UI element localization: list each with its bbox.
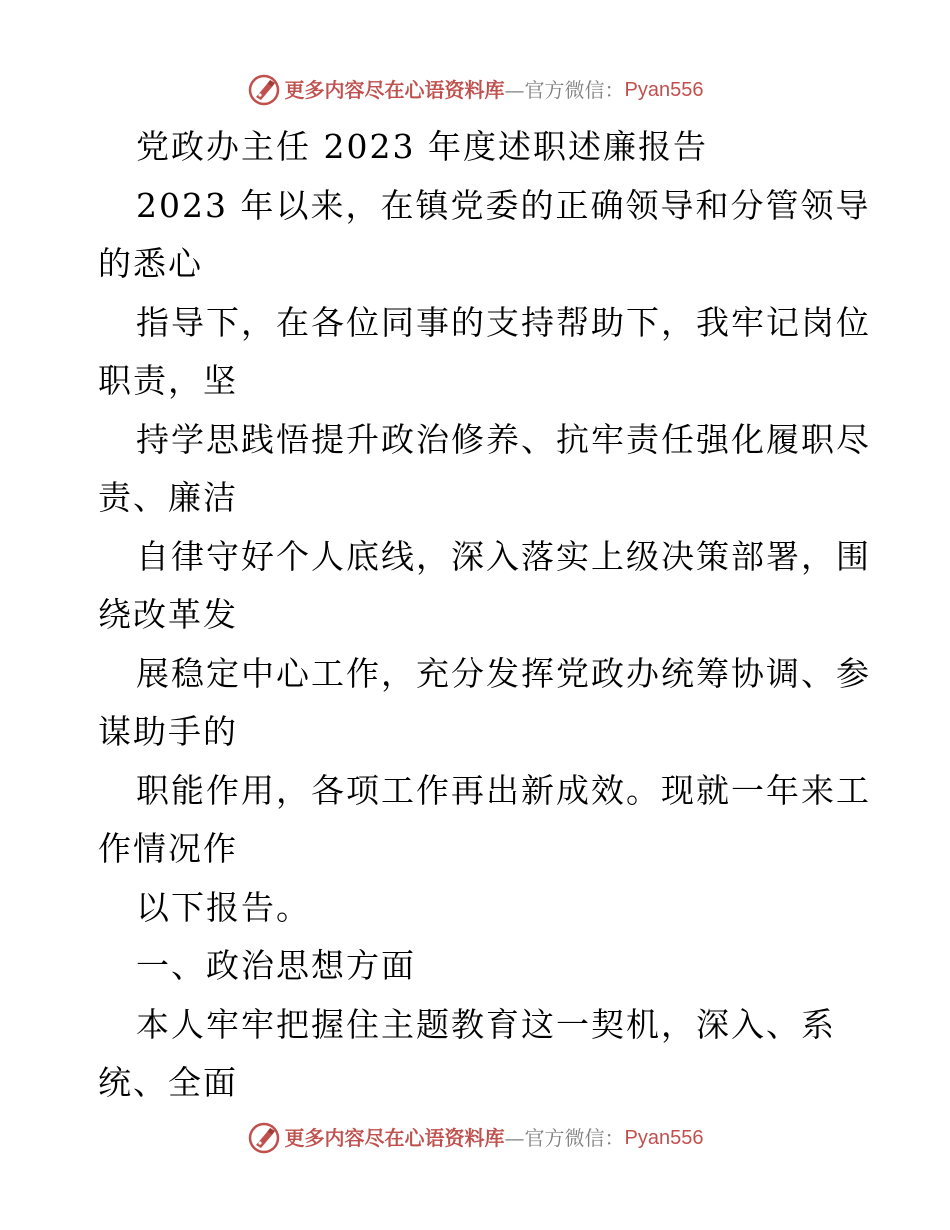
pen-nib-circle-icon bbox=[247, 73, 281, 107]
banner-official-label: 官方微信： bbox=[524, 78, 625, 102]
paragraph-line: 指导下，在各位同事的支持帮助下，我牢记岗位 bbox=[136, 303, 871, 342]
paragraph-line: 2023 年以来，在镇党委的正确领导和分管领导 bbox=[136, 186, 871, 225]
paragraph-line: 展稳定中心工作，充分发挥党政办统筹协调、参 bbox=[136, 654, 871, 693]
paragraph-line: 职责，坚 bbox=[98, 361, 238, 400]
banner-slogan: 更多内容尽在心语资料库 bbox=[284, 78, 505, 102]
document-title: 党政办主任 2023 年度述职述廉报告 bbox=[136, 127, 708, 166]
pen-nib-circle-icon bbox=[247, 1121, 281, 1155]
paragraph-line: 绕改革发 bbox=[98, 595, 238, 634]
paragraph-line: 自律守好个人底线，深入落实上级决策部署，围 bbox=[136, 537, 871, 576]
paragraph-line: 职能作用，各项工作再出新成效。现就一年来工 bbox=[136, 771, 871, 810]
footer-banner bbox=[0, 1118, 950, 1158]
paragraph-line: 的悉心 bbox=[98, 244, 203, 283]
paragraph-line: 持学思践悟提升政治修养、抗牢责任强化履职尽 bbox=[136, 420, 871, 459]
paragraph-line: 统、全面 bbox=[98, 1063, 238, 1102]
paragraph-line: 作情况作 bbox=[98, 829, 238, 868]
paragraph-line: 责、廉洁 bbox=[98, 478, 238, 517]
paragraph-line: 谋助手的 bbox=[98, 712, 238, 751]
banner-dash: — bbox=[504, 78, 525, 102]
paragraph-line: 本人牢牢把握住主题教育这一契机，深入、系 bbox=[136, 1005, 836, 1044]
banner-wechat-id: Pyan556 bbox=[624, 1127, 704, 1149]
header-banner bbox=[0, 70, 950, 110]
banner-slogan: 更多内容尽在心语资料库 bbox=[284, 1126, 505, 1150]
section-heading: 一、政治思想方面 bbox=[136, 946, 416, 985]
banner-wechat-id: Pyan556 bbox=[624, 79, 704, 101]
paragraph-line: 以下报告。 bbox=[136, 888, 311, 927]
banner-official-label: 官方微信： bbox=[524, 1126, 625, 1150]
banner-dash: — bbox=[504, 1126, 525, 1150]
